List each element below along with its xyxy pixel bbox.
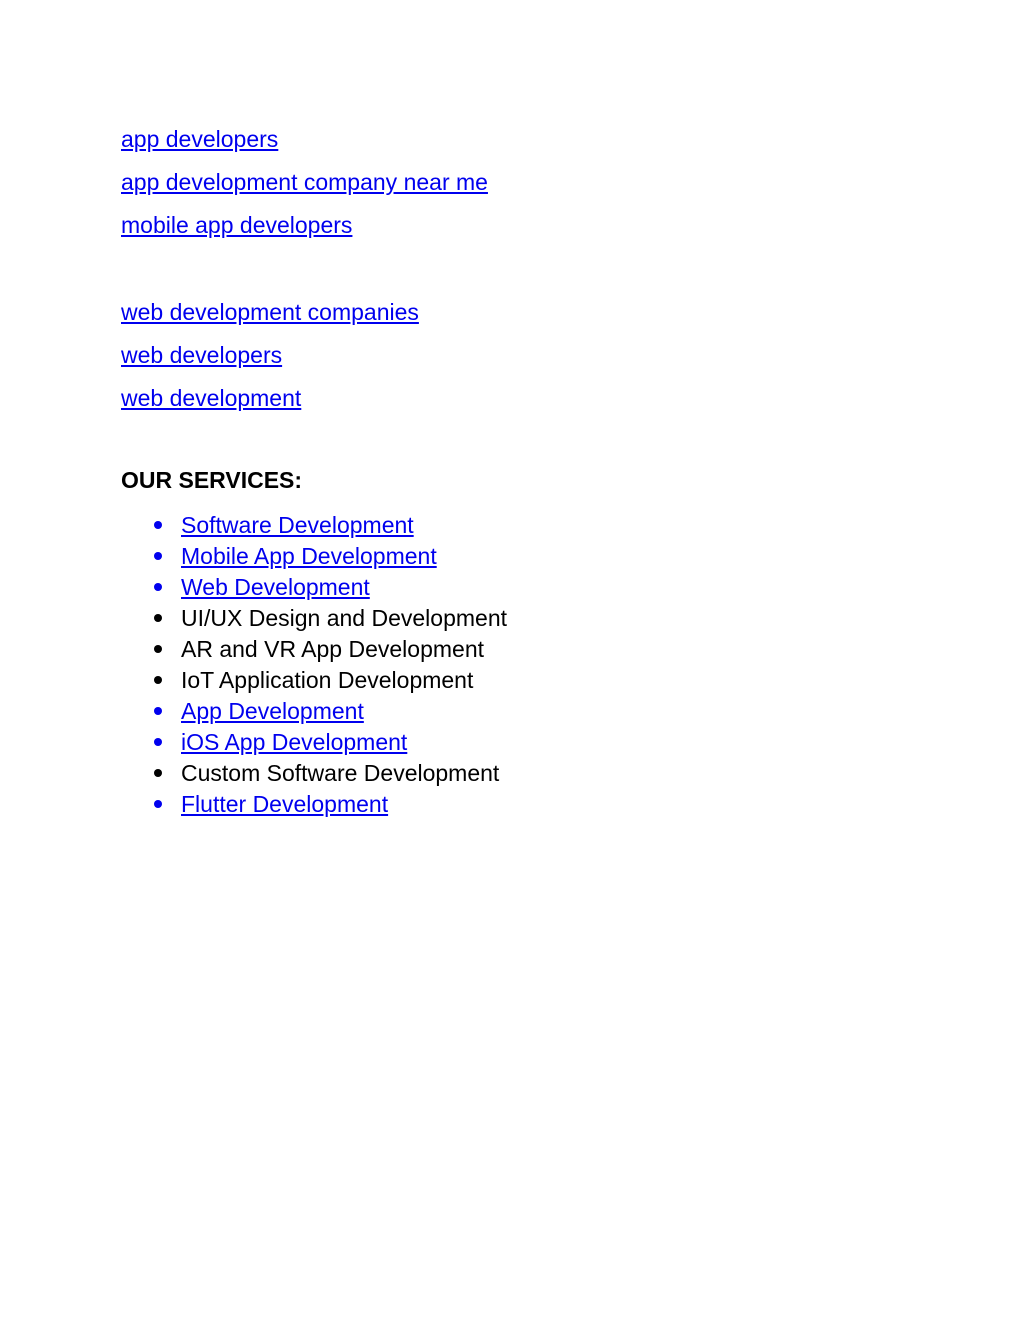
- services-heading: OUR SERVICES:: [121, 467, 303, 493]
- bullet-icon: [154, 696, 164, 727]
- service-link[interactable]: iOS App Development: [181, 729, 408, 755]
- keyword-link-app-developers[interactable]: app developers: [121, 126, 279, 152]
- bullet-icon: [154, 665, 164, 696]
- service-item-ios-app-development[interactable]: [121, 727, 507, 758]
- app-keyword-links: [121, 118, 488, 247]
- service-item-flutter-development[interactable]: [121, 789, 507, 820]
- bullet-icon: [154, 572, 164, 603]
- service-item-custom-software-development: [121, 758, 507, 789]
- bullet-icon: [154, 789, 164, 820]
- service-link[interactable]: App Development: [181, 698, 364, 724]
- bullet-icon: [154, 603, 164, 634]
- service-item-mobile-app-development[interactable]: [121, 541, 507, 572]
- service-item-iot-application-development: [121, 665, 507, 696]
- services-list: [121, 510, 507, 820]
- web-keyword-links: [121, 291, 419, 420]
- service-item-web-development[interactable]: [121, 572, 507, 603]
- service-item-app-development[interactable]: [121, 696, 507, 727]
- service-label: AR and VR App Development: [181, 636, 485, 662]
- service-item-ui-ux-design-and-development: [121, 603, 507, 634]
- bullet-icon: [154, 510, 164, 541]
- bullet-icon: [154, 727, 164, 758]
- service-item-software-development[interactable]: [121, 510, 507, 541]
- bullet-icon: [154, 634, 164, 665]
- bullet-icon: [154, 541, 164, 572]
- service-item-ar-and-vr-app-development: [121, 634, 507, 665]
- bullet-icon: [154, 758, 164, 789]
- service-link[interactable]: Flutter Development: [181, 791, 389, 817]
- keyword-link-web-developers[interactable]: web developers: [121, 342, 283, 368]
- service-link[interactable]: Software Development: [181, 512, 414, 538]
- keyword-link-web-development-companies[interactable]: web development companies: [121, 299, 419, 325]
- keyword-link-app-development-company-near-me[interactable]: app development company near me: [121, 169, 488, 195]
- service-link[interactable]: Web Development: [181, 574, 370, 600]
- service-label: IoT Application Development: [181, 667, 474, 693]
- service-label: Custom Software Development: [181, 760, 500, 786]
- service-link[interactable]: Mobile App Development: [181, 543, 437, 569]
- keyword-link-mobile-app-developers[interactable]: mobile app developers: [121, 212, 353, 238]
- keyword-link-web-development[interactable]: web development: [121, 385, 302, 411]
- service-label: UI/UX Design and Development: [181, 605, 507, 631]
